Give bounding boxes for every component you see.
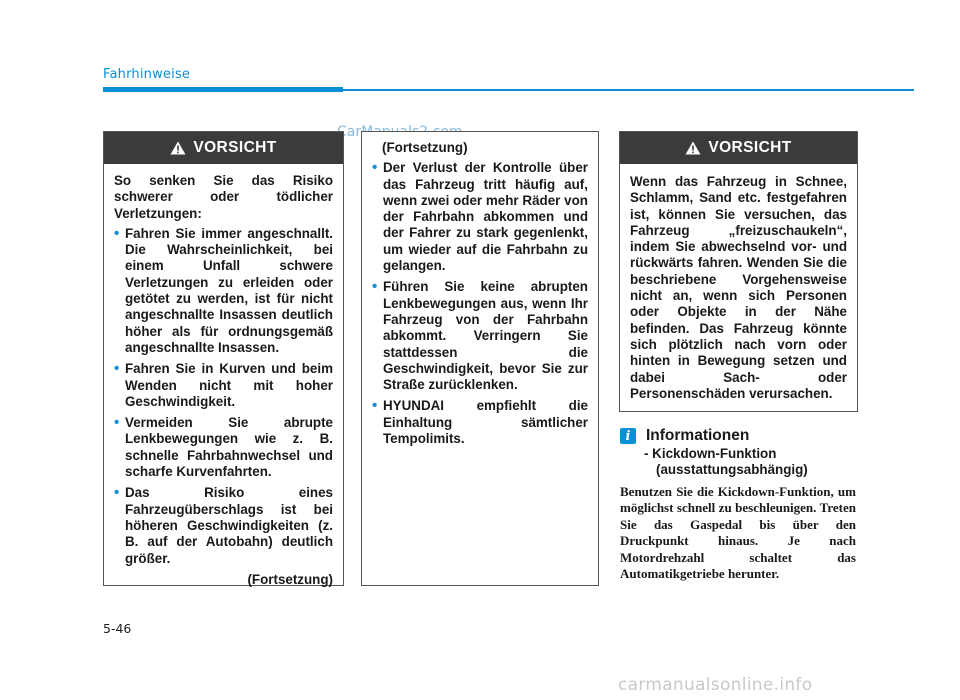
caution-header-label: VORSICHT xyxy=(708,139,792,156)
caution-box-header xyxy=(104,132,343,164)
caution-box-header xyxy=(620,132,857,164)
list-item: • Führen Sie keine abrupten Lenkbewegungen aus, wenn Ihr Fahrzeug von der Fahrbahn abkommt. Verringern Sie stattdessen die Geschwindigkeit, bevor Sie zur Straße zurücklenken. xyxy=(372,279,588,393)
list-item: • Fahren Sie immer angeschnallt. Die Wahrscheinlichkeit, bei einem Unfall schwere Verletzungen zu erleiden oder getötet zu werden, ist für nicht angeschnallte Insassen deutlich höher als für ordnungsgemäß angeschnallte Insassen. xyxy=(114,226,333,356)
watermark-footer: carmanualsonline.info xyxy=(618,675,813,695)
list-item: • Das Risiko eines Fahrzeugüberschlags ist bei höheren Geschwindigkeiten (z. B. auf der Autobahn) deutlich größer. xyxy=(114,485,333,566)
section-title: Fahrhinweise xyxy=(103,67,191,82)
caution-bullet-list xyxy=(372,160,588,447)
continued-label-top: (Fortsetzung) xyxy=(382,140,468,155)
caution-bullet-list xyxy=(114,226,333,567)
list-item: • Der Verlust der Kontrolle über das Fahrzeug tritt häufig auf, wenn zwei oder mehr Räder von der Fahrbahn abkommen und der Fahrer zu stark gegenlenkt, um wieder auf die Fahrbahn zu gelangen. xyxy=(372,160,588,274)
info-title: Informationen xyxy=(646,427,750,444)
caution-box-left xyxy=(103,131,344,586)
info-subtitle-line1: - Kickdown-Funktion xyxy=(644,446,777,461)
header-rule-thin xyxy=(343,89,914,91)
info-subtitle-line2: (ausstattungsabhängig) xyxy=(656,462,808,477)
info-body-text: Benutzen Sie die Kickdown-Funktion, um möglichst schnell zu beschleunigen. Treten Sie das Gaspedal bis über den Druckpunkt hinaus. Je nach Motordrehzahl schaltet das Automatikgetriebe herunter. xyxy=(620,484,856,582)
list-item: • Vermeiden Sie abrupte Lenkbewegungen wie z. B. schnelle Fahrbahnwechsel und scharfe Kurvenfahrten. xyxy=(114,415,333,480)
info-subtitle xyxy=(644,446,808,478)
continued-label: (Fortsetzung) xyxy=(247,571,333,587)
info-icon: i xyxy=(620,428,636,444)
caution-box-middle xyxy=(361,131,599,586)
caution-header-label: VORSICHT xyxy=(193,139,277,156)
caution-intro: So senken Sie das Risiko schwerer oder tödlicher Verletzungen: xyxy=(114,173,333,221)
list-item: • HYUNDAI empfiehlt die Einhaltung sämtlicher Tempolimits. xyxy=(372,398,588,447)
caution-box-right xyxy=(619,131,858,412)
list-item: • Fahren Sie in Kurven und beim Wenden nicht mit hoher Geschwindigkeit. xyxy=(114,361,333,410)
warning-triangle-icon xyxy=(685,141,701,155)
warning-triangle-icon xyxy=(170,141,186,155)
page-number: 5-46 xyxy=(103,621,132,636)
caution-text: Wenn das Fahrzeug in Schnee, Schlamm, Sand etc. festgefahren ist, können Sie versuchen, das Fahrzeug „freizuschaukeln“, indem Sie abwechselnd vor- und rückwärts fahren. Wenden Sie die beschriebene Vorgehensweise nicht an, wenn sich Personen oder Objekte in der Nähe befinden. Das Fahrzeug könnte sich plötzlich nach vorn oder hinten in Bewegung setzen und dabei Sach- oder Personenschäden verursachen. xyxy=(630,174,847,401)
header-rule-thick xyxy=(103,87,343,92)
info-heading xyxy=(620,427,749,445)
